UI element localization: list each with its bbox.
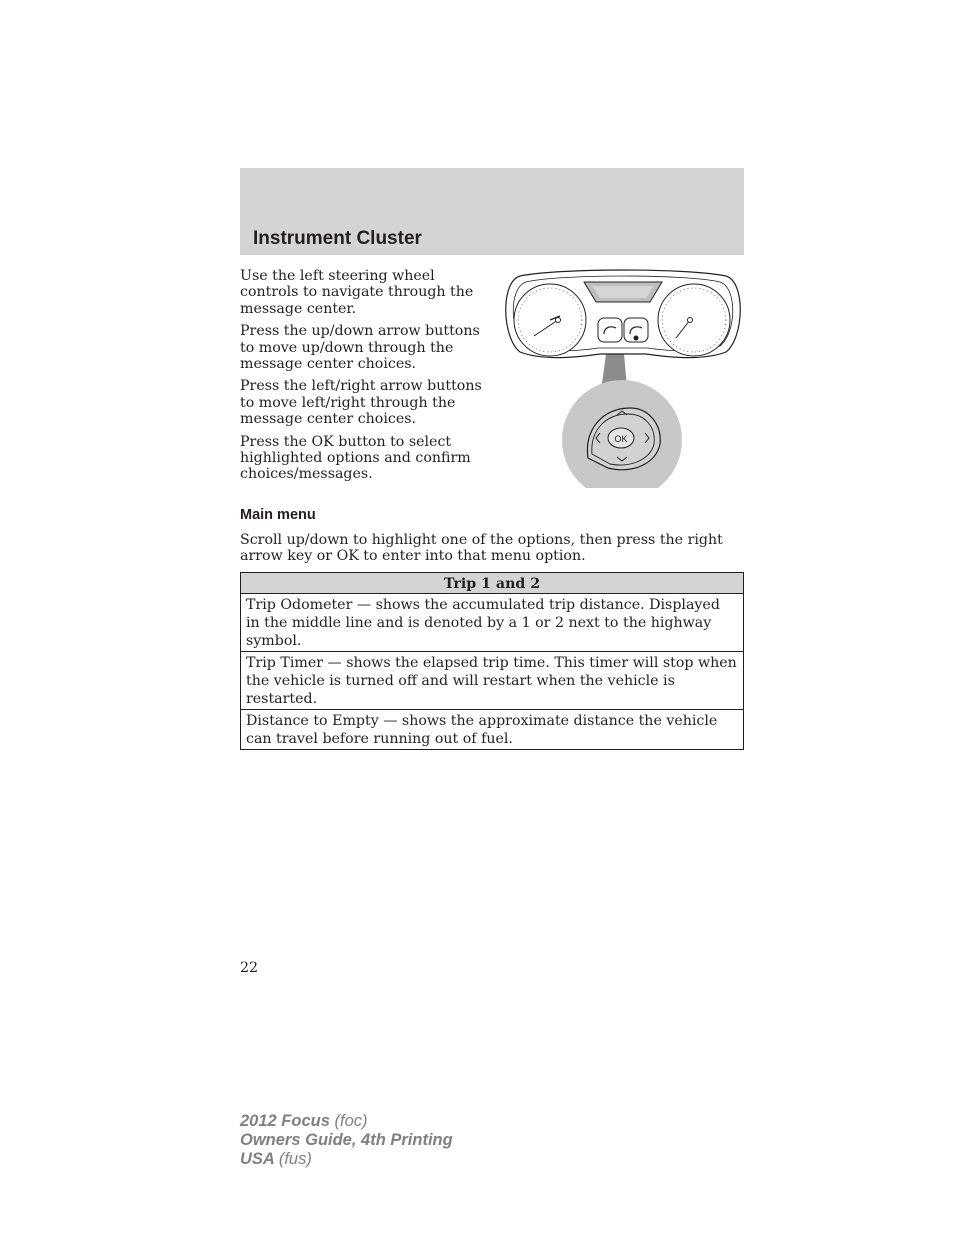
footer-market: USA	[240, 1150, 275, 1168]
intro-paragraph: Use the left steering wheel controls to navigate through the message center.	[240, 268, 474, 317]
table-cell-trip-odometer: Trip Odometer — shows the accumulated trip distance. Displayed in the middle line and is denoted by a 1 or 2 next to the highway symbol.	[241, 594, 744, 652]
footer-line	[240, 1112, 453, 1131]
table-header: Trip 1 and 2	[241, 573, 744, 594]
table-row	[241, 710, 744, 750]
ok-button-label: OK	[614, 434, 628, 444]
footer	[240, 1112, 453, 1169]
speedometer-gauge	[514, 284, 586, 356]
instrument-cluster-figure	[500, 268, 746, 488]
footer-market-code: (fus)	[278, 1150, 312, 1168]
footer-model: 2012 Focus	[240, 1112, 330, 1130]
intro-text	[240, 268, 492, 489]
table-row	[241, 594, 744, 652]
footer-line	[240, 1150, 453, 1169]
table-cell-trip-timer: Trip Timer — shows the elapsed trip time. This timer will stop when the vehicle is turned off and will restart when the vehicle is restarted.	[241, 652, 744, 710]
intro-paragraph: Press the OK button to select highlighted options and confirm choices/messages.	[240, 433, 471, 483]
trip-table	[240, 572, 744, 750]
table-row	[241, 652, 744, 710]
intro-paragraph: Press the left/right arrow buttons to move left/right through the message center choices.	[240, 378, 482, 428]
intro-paragraph: Press the up/down arrow buttons to move up/down through the message center choices.	[240, 323, 480, 373]
footer-line	[240, 1131, 453, 1150]
main-menu-text: Scroll up/down to highlight one of the options, then press the right arrow key or OK to enter into that menu option.	[240, 532, 723, 565]
table-header-row	[241, 573, 744, 594]
instrument-cluster-illustration	[500, 268, 746, 488]
tachometer-gauge	[658, 284, 730, 356]
footer-model-code: (foc)	[334, 1112, 368, 1130]
footer-guide: Owners Guide, 4th Printing	[240, 1131, 453, 1149]
main-menu-heading: Main menu	[240, 507, 316, 523]
table-cell-distance-to-empty: Distance to Empty — shows the approximate distance the vehicle can travel before running out of fuel.	[241, 710, 744, 750]
page-number: 22	[240, 960, 259, 976]
page-title: Instrument Cluster	[253, 228, 422, 249]
